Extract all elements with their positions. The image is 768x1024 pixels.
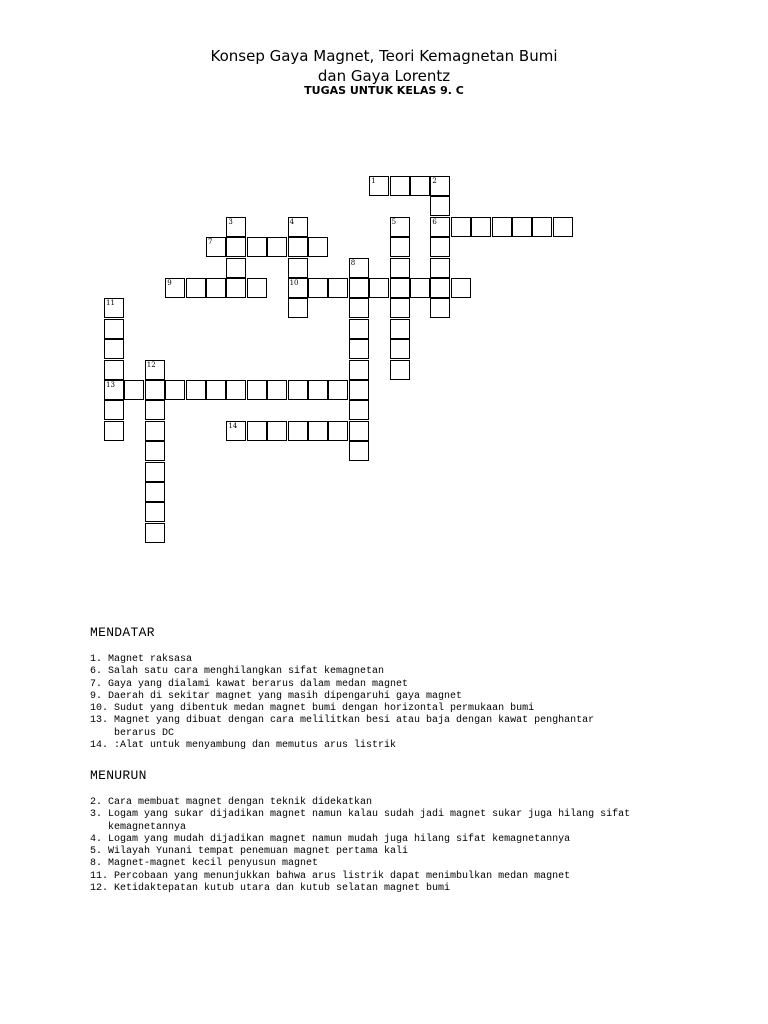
page-title-line2: dan Gaya Lorentz [317,67,451,85]
menurun-clue: 5. Wilayah Yunani tempat penemuan magnet pertama kali [90,846,409,858]
crossword-cell[interactable] [145,523,165,543]
crossword-cell[interactable] [390,319,410,339]
crossword-cell[interactable] [104,319,124,339]
crossword-clue-number: 12 [146,360,156,369]
crossword-cell[interactable] [288,380,308,400]
crossword-clue-number: 14 [228,421,238,430]
crossword-cell[interactable] [267,421,287,441]
crossword-cell[interactable] [165,380,185,400]
crossword-cell[interactable] [390,339,410,359]
mendatar-clue: 9. Daerah di sekitar magnet yang masih dipengaruhi gaya magnet [90,690,463,702]
menurun-clue: 8. Magnet-magnet kecil penyusun magnet [90,858,319,870]
crossword-cell[interactable] [492,217,512,237]
crossword-cell[interactable] [451,217,471,237]
crossword-cell[interactable] [349,339,369,359]
crossword-clue-number: 9 [167,279,172,287]
crossword-cell[interactable] [165,278,185,298]
mendatar-clue: 10. Sudut yang dibentuk medan magnet bumi dengan horizontal permukaan bumi [90,703,535,715]
crossword-cell[interactable] [145,421,165,441]
crossword-cell[interactable] [104,421,124,441]
crossword-cell[interactable] [288,217,308,237]
crossword-cell[interactable] [145,400,165,420]
crossword-cell[interactable] [430,196,450,216]
crossword-cell[interactable] [206,237,226,257]
crossword-cell[interactable] [349,319,369,339]
crossword-cell[interactable] [226,237,246,257]
crossword-cell[interactable] [104,380,124,400]
mendatar-clue: 13. Magnet yang dibuat dengan cara melilitkan besi atau baja dengan kawat penghantar [90,715,595,727]
crossword-cell[interactable] [390,237,410,257]
crossword-cell[interactable] [369,278,389,298]
crossword-cell[interactable] [186,278,206,298]
menurun-clue: 3. Logam yang sukar dijadikan magnet namun kalau sudah jadi magnet sukar juga hilang sifat [90,809,631,821]
crossword-clue-number: 7 [208,238,213,247]
crossword-cell[interactable] [145,380,165,400]
crossword-cell[interactable] [328,278,348,298]
page-title-line1: Konsep Gaya Magnet, Teori Kemagnetan Bumi [210,47,558,65]
mendatar-clue: 7. Gaya yang dialami kawat berarus dalam medan magnet [90,678,409,690]
crossword-cell[interactable] [124,380,144,400]
menurun-clue: 11. Percobaan yang menunjukkan bahwa arus listrik dapat menimbulkan medan magnet [90,870,571,882]
crossword-cell[interactable] [512,217,532,237]
crossword-cell[interactable] [328,380,348,400]
menurun-heading: MENURUN [90,768,147,783]
crossword-cell[interactable] [288,278,308,298]
crossword-clue-number: 1 [371,177,376,185]
crossword-clue-number: 4 [289,217,295,226]
crossword-cell[interactable] [288,298,308,318]
crossword-cell[interactable] [390,298,410,318]
crossword-cell[interactable] [308,421,328,441]
crossword-cell[interactable] [349,380,369,400]
menurun-clue: 12. Ketidaktepatan kutub utara dan kutub selatan magnet bumi [90,883,451,895]
page-subtitle: TUGAS UNTUK KELAS 9. C [304,84,464,97]
crossword-cell[interactable] [349,360,369,380]
crossword-cell[interactable] [145,482,165,502]
menurun-clue-list [90,797,710,895]
crossword-cell[interactable] [390,360,410,380]
crossword-cell[interactable] [430,298,450,318]
crossword-cell[interactable] [104,339,124,359]
crossword-cell[interactable] [288,237,308,257]
crossword-cell[interactable] [226,380,246,400]
mendatar-clue: 14. :Alat untuk menyambung dan memutus arus listrik [90,740,397,752]
crossword-cell[interactable] [247,237,267,257]
crossword-clue-number: 2 [432,177,437,185]
crossword-cell[interactable] [145,462,165,482]
menurun-clue: kemagnetannya [90,821,187,833]
mendatar-clue: berarus DC [90,727,175,739]
mendatar-heading: MENDATAR [90,625,155,640]
crossword-cell[interactable] [104,400,124,420]
crossword-cell[interactable] [104,298,124,318]
crossword-cell[interactable] [390,278,410,298]
crossword-cell[interactable] [308,278,328,298]
crossword-clue-number: 13 [106,381,115,389]
crossword-cell[interactable] [349,258,369,278]
crossword-cell[interactable] [145,360,165,380]
mendatar-clue: 1. Magnet raksasa [90,654,193,665]
crossword-cell[interactable] [349,278,369,298]
crossword-cell[interactable] [532,217,552,237]
crossword-cell[interactable] [226,421,246,441]
crossword-cell[interactable] [390,176,410,196]
crossword-cell[interactable] [226,258,246,278]
crossword-cell[interactable] [430,176,450,196]
crossword-cell[interactable] [267,380,287,400]
crossword-clue-number: 8 [350,258,356,267]
crossword-cell[interactable] [349,298,369,318]
crossword-cell[interactable] [186,380,206,400]
crossword-cell[interactable] [145,502,165,522]
crossword-clue-number: 10 [289,279,299,287]
crossword-cell[interactable] [226,278,246,298]
crossword-clue-number: 11 [106,299,115,308]
mendatar-clue: 6. Salah satu cara menghilangkan sifat kemagnetan [90,666,385,678]
crossword-cell[interactable] [247,380,267,400]
crossword-cell[interactable] [410,176,430,196]
crossword-clue-number: 6 [432,217,437,226]
crossword-cell[interactable] [390,217,410,237]
crossword-cell[interactable] [430,217,450,237]
crossword-clue-number: 5 [391,217,397,226]
crossword-cell[interactable] [349,441,369,461]
crossword-cell[interactable] [145,441,165,461]
crossword-cell[interactable] [206,278,226,298]
crossword-cell[interactable] [247,278,267,298]
crossword-cell[interactable] [328,421,348,441]
crossword-cell[interactable] [553,217,573,237]
crossword-cell[interactable] [471,217,491,237]
crossword-cell[interactable] [349,400,369,420]
crossword-clue-number: 3 [228,217,233,226]
crossword-cell[interactable] [308,237,328,257]
crossword-cell[interactable] [226,217,246,237]
crossword-cell[interactable] [390,258,410,278]
crossword-cell[interactable] [104,360,124,380]
crossword-cell[interactable] [430,237,450,257]
crossword-cell[interactable] [308,380,328,400]
crossword-cell[interactable] [430,278,450,298]
mendatar-clue-list [90,654,710,752]
crossword-cell[interactable] [451,278,471,298]
crossword-cell[interactable] [349,421,369,441]
crossword-cell[interactable] [430,258,450,278]
crossword-cell[interactable] [288,421,308,441]
crossword-cell[interactable] [410,278,430,298]
crossword-cell[interactable] [288,258,308,278]
menurun-clue: 4. Logam yang mudah dijadikan magnet namun mudah juga hilang sifat kemagnetannya [90,833,571,845]
crossword-cell[interactable] [206,380,226,400]
crossword-cell[interactable] [369,176,389,196]
crossword-cell[interactable] [267,237,287,257]
menurun-clue: 2. Cara membuat magnet dengan teknik didekatkan [90,797,373,808]
crossword-cell[interactable] [247,421,267,441]
